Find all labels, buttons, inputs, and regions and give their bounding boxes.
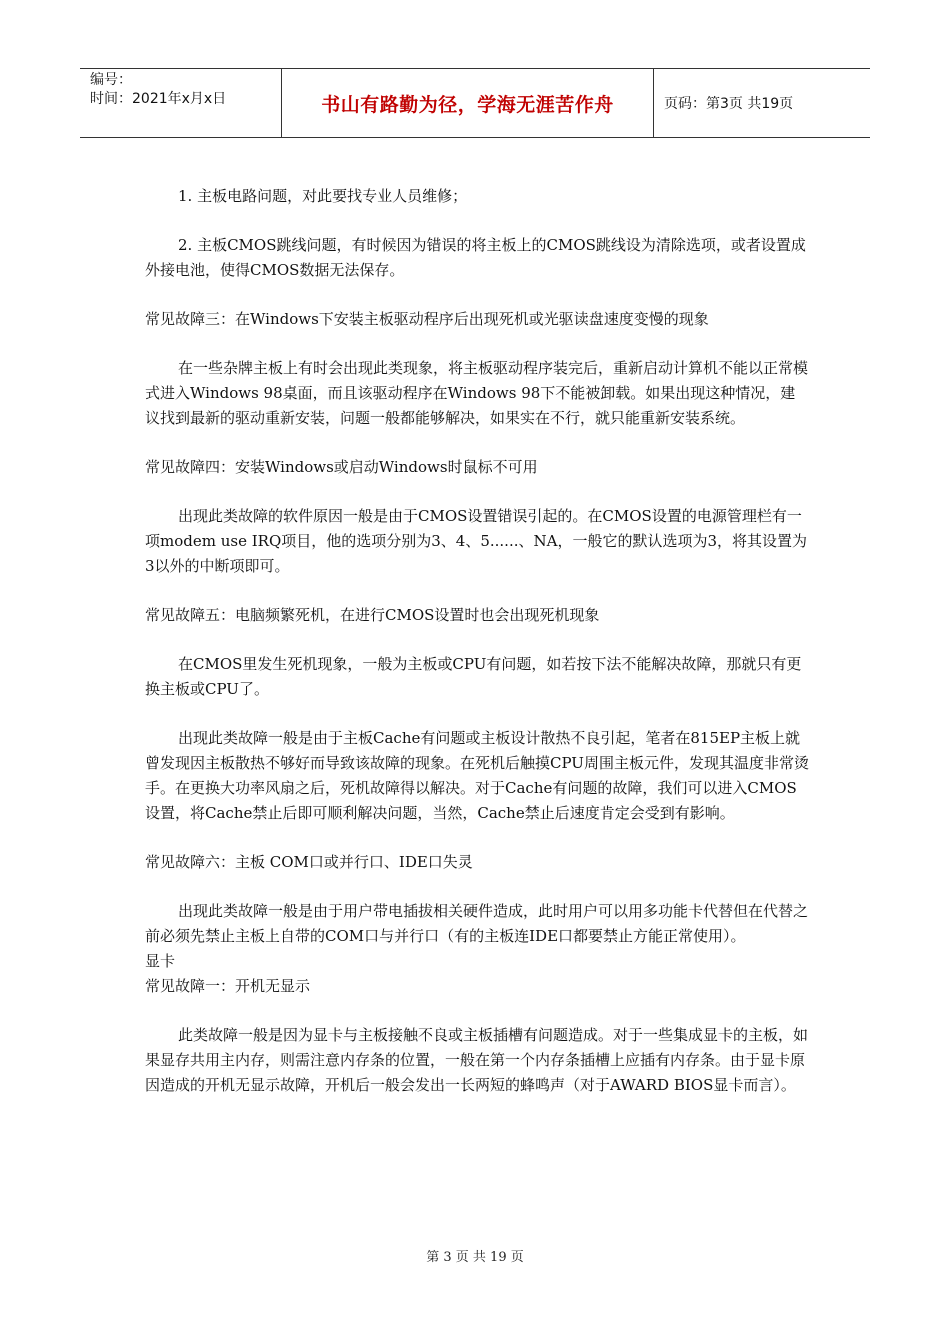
document-number-label: 编号： [90,72,132,88]
section-heading-fault-5: 常见故障五：电脑频繁死机，在进行CMOS设置时也会出现死机现象 [145,606,600,624]
paragraph-fault-5b: 出现此类故障一般是由于主板Cache有问题或主板设计散热不良引起，笔者在815EP主板上就曾发现因主板散热不够好而导致该故障的现象。在死机后触摸CPU周围主板元件，发现其温度非常烫手。在更换大功率风扇之后，死机故障得以解决。对于Cache有问题的故障，我们可以进入CMOS设置，将Cache禁止后即可顺利解决问题，当然，Cache禁止后速度肯定会受到有影响。 [145,729,809,822]
section-heading-fault-6: 常见故障六：主板 COM口或并行口、IDE口失灵 [145,853,473,871]
paragraph-fault-6: 出现此类故障一般是由于用户带电插拔相关硬件造成，此时用户可以用多功能卡代替但在代替之前必须先禁止主板上自带的COM口与并行口（有的主板连IDE口都要禁止方能正常使用）。 [145,902,809,945]
section-heading-graphics-card: 显卡 [145,952,176,970]
header-meta [80,69,282,137]
document-time-label: 时间：2021年x月x日 [90,91,227,107]
header-page-info: 页码：第3页 共19页 [664,96,794,112]
document-body [145,184,810,1098]
paragraph-item-1: 1. 主板电路问题，对此要找专业人员维修； [178,187,468,205]
paragraph-fault-4: 出现此类故障的软件原因一般是由于CMOS设置错误引起的。在CMOS设置的电源管理栏有一项modem use IRQ项目，他的选项分别为3、4、5......、NA，一般它的默认选项为3，将其设置为3以外的中断项即可。 [145,507,807,575]
paragraph-fault-5a: 在CMOS里发生死机现象，一般为主板或CPU有问题，如若按下法不能解决故障，那就只有更换主板或CPU了。 [145,655,802,698]
paragraph-fault-3: 在一些杂牌主板上有时会出现此类现象，将主板驱动程序装完后，重新启动计算机不能以正常模式进入Windows 98桌面，而且该驱动程序在Windows 98下不能被卸载。如果出现这种情况，建议找到最新的驱动重新安装，问题一般都能够解决，如果实在不行，就只能重新安装系统。 [145,359,809,427]
paragraph-item-2: 2. 主板CMOS跳线问题，有时候因为错误的将主板上的CMOS跳线设为清除选项，或者设置成外接电池，使得CMOS数据无法保存。 [145,236,806,279]
section-heading-fault-3: 常见故障三：在Windows下安装主板驱动程序后出现死机或光驱读盘速度变慢的现象 [145,310,709,328]
header-motto: 书山有路勤为径，学海无涯苦作舟 [282,69,654,137]
paragraph-gpu-fault-1: 此类故障一般是因为显卡与主板接触不良或主板插槽有问题造成。对于一些集成显卡的主板，如果显存共用主内存，则需注意内存条的位置，一般在第一个内存条插槽上应插有内存条。由于显卡原因造成的开机无显示故障，开机后一般会发出一长两短的蜂鸣声（对于AWARD BIOS显卡而言）。 [145,1026,809,1094]
section-heading-fault-4: 常见故障四：安装Windows或启动Windows时鼠标不可用 [145,458,538,476]
page-header [80,68,870,138]
page-footer: 第 3 页 共 19 页 [426,1250,524,1265]
section-heading-gpu-fault-1: 常见故障一：开机无显示 [145,977,311,995]
